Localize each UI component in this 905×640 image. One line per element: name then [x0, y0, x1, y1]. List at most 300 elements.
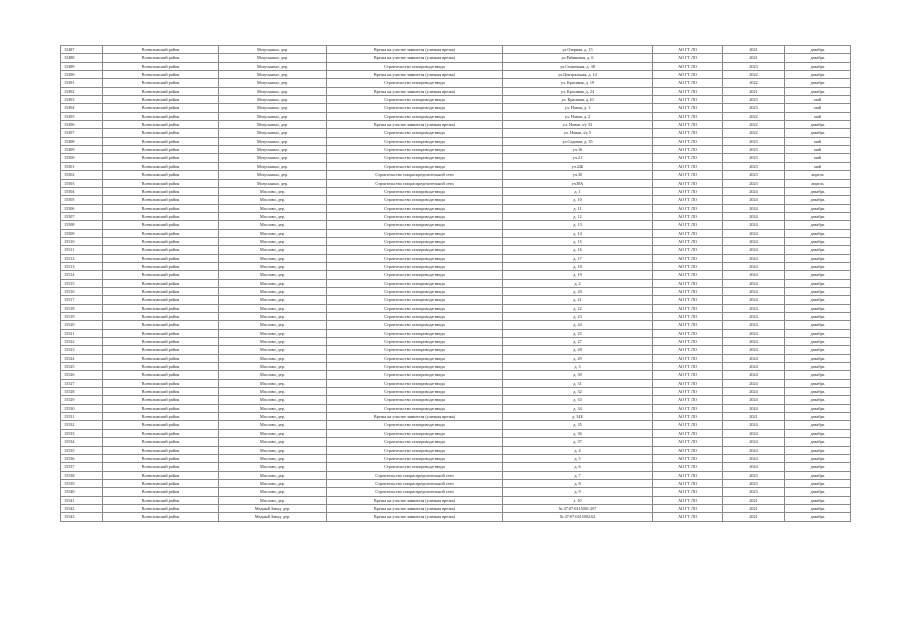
table-row — [61, 71, 851, 79]
cell-settlement: Маслово, дер. — [219, 321, 327, 329]
table-row — [61, 179, 851, 187]
cell-address: уч.21 — [503, 154, 653, 162]
cell-address: д. 31 — [503, 379, 653, 387]
cell-district: Всеволожский район — [103, 121, 219, 129]
cell-work-type: Строительство газопровода-ввода — [327, 279, 503, 287]
cell-address: д. 16 — [503, 246, 653, 254]
cell-month: апрель — [785, 179, 851, 187]
cell-address: ул.Садовая, д. 35 — [503, 137, 653, 145]
cell-organization: АО ГТ ЛО — [653, 438, 723, 446]
cell-month: декабрь — [785, 438, 851, 446]
cell-address: д. 28 — [503, 346, 653, 354]
cell-row-id: 15519 — [61, 313, 103, 321]
cell-district: Всеволожский район — [103, 429, 219, 437]
cell-month: декабрь — [785, 321, 851, 329]
cell-organization: АО ГТ ЛО — [653, 463, 723, 471]
cell-organization: АО ГТ ЛО — [653, 237, 723, 245]
cell-month: декабрь — [785, 421, 851, 429]
cell-settlement: Маслово, дер. — [219, 279, 327, 287]
cell-district: Всеволожский район — [103, 496, 219, 504]
cell-month: декабрь — [785, 229, 851, 237]
cell-year: 2024 — [723, 329, 785, 337]
cell-address: д. 34 — [503, 404, 653, 412]
cell-year: 2022 — [723, 129, 785, 137]
table-row — [61, 321, 851, 329]
cell-address: ул. Красивая, д.10 — [503, 96, 653, 104]
cell-address: д. 20 — [503, 287, 653, 295]
cell-year: 2021 — [723, 54, 785, 62]
cell-address: уч.16 — [503, 146, 653, 154]
table-row — [61, 246, 851, 254]
cell-work-type: Строительство газопровода-ввода — [327, 304, 503, 312]
cell-settlement: Маслово, дер. — [219, 463, 327, 471]
cell-row-id: 15525 — [61, 363, 103, 371]
cell-row-id: 15530 — [61, 404, 103, 412]
cell-work-type: Врезка на участке заявителя (уличная врезка) — [327, 504, 503, 512]
cell-year: 2024 — [723, 304, 785, 312]
cell-settlement: Маслово, дер. — [219, 212, 327, 220]
table-row — [61, 79, 851, 87]
cell-year: 2023 — [723, 488, 785, 496]
table-row — [61, 429, 851, 437]
cell-settlement: Мозуськино, дер. — [219, 129, 327, 137]
cell-district: Всеволожский район — [103, 87, 219, 95]
table-row — [61, 262, 851, 270]
table-row — [61, 496, 851, 504]
cell-organization: АО ГТ ЛО — [653, 513, 723, 521]
cell-settlement: Маслово, дер. — [219, 479, 327, 487]
cell-settlement: Маслово, дер. — [219, 429, 327, 437]
cell-address: д. 9 — [503, 488, 653, 496]
cell-settlement: Маслово, дер. — [219, 262, 327, 270]
cell-row-id: 15499 — [61, 146, 103, 154]
cell-month: декабрь — [785, 396, 851, 404]
table-row — [61, 421, 851, 429]
cell-address: д. 17 — [503, 254, 653, 262]
table-row — [61, 46, 851, 54]
cell-organization: АО ГТ ЛО — [653, 121, 723, 129]
cell-year: 2023 — [723, 154, 785, 162]
cell-year: 2024 — [723, 313, 785, 321]
cell-work-type: Строительство газопровода-ввода — [327, 296, 503, 304]
cell-year: 2024 — [723, 262, 785, 270]
table-row — [61, 513, 851, 521]
cell-organization: АО ГТ ЛО — [653, 154, 723, 162]
cell-organization: АО ГТ ЛО — [653, 429, 723, 437]
cell-row-id: 15534 — [61, 438, 103, 446]
cell-address: д. 18 — [503, 262, 653, 270]
cell-district: Всеволожский район — [103, 71, 219, 79]
cell-address: д. 6 — [503, 463, 653, 471]
cell-row-id: 15507 — [61, 212, 103, 220]
cell-work-type: Строительство газопровода-ввода — [327, 446, 503, 454]
cell-work-type: Врезка на участке заявителя (уличная врезка) — [327, 121, 503, 129]
cell-work-type: Врезка на участке заявителя (уличная врезка) — [327, 413, 503, 421]
cell-address: д. 24 — [503, 321, 653, 329]
table-row — [61, 363, 851, 371]
cell-month: декабрь — [785, 71, 851, 79]
cell-address: д. 37 — [503, 438, 653, 446]
cell-year: 2024 — [723, 212, 785, 220]
cell-work-type: Врезка на участке заявителя (уличная врезка) — [327, 496, 503, 504]
cell-row-id: 15532 — [61, 421, 103, 429]
table-row — [61, 463, 851, 471]
cell-year: 2024 — [723, 204, 785, 212]
cell-year: 2022 — [723, 71, 785, 79]
cell-address: ул.Центральная, д. 14 — [503, 71, 653, 79]
table-row — [61, 471, 851, 479]
cell-year: 2023 — [723, 96, 785, 104]
cell-work-type: Строительство газопровода-ввода — [327, 321, 503, 329]
cell-district: Всеволожский район — [103, 137, 219, 145]
cell-district: Всеволожский район — [103, 379, 219, 387]
cell-row-id: 15524 — [61, 354, 103, 362]
cell-settlement: Мозуськино, дер. — [219, 171, 327, 179]
cell-district: Всеволожский район — [103, 237, 219, 245]
table-row — [61, 229, 851, 237]
cell-year: 2024 — [723, 429, 785, 437]
cell-district: Всеволожский район — [103, 354, 219, 362]
cell-work-type: Строительство газопровода-ввода — [327, 429, 503, 437]
cell-year: 2024 — [723, 421, 785, 429]
table-row — [61, 504, 851, 512]
cell-month: декабрь — [785, 479, 851, 487]
cell-organization: АО ГТ ЛО — [653, 221, 723, 229]
cell-settlement: Мозуськино, дер. — [219, 179, 327, 187]
cell-address: д. 19 — [503, 271, 653, 279]
cell-organization: АО ГТ ЛО — [653, 229, 723, 237]
table-row — [61, 479, 851, 487]
cell-year: 2022 — [723, 79, 785, 87]
cell-settlement: Маслово, дер. — [219, 304, 327, 312]
cell-year: 2023 — [723, 62, 785, 70]
cell-address: уч.30 — [503, 171, 653, 179]
cell-work-type: Строительство газопровода-ввода — [327, 162, 503, 170]
cell-settlement: Маслово, дер. — [219, 354, 327, 362]
cell-organization: АО ГТ ЛО — [653, 171, 723, 179]
table-row — [61, 438, 851, 446]
cell-work-type: Врезка на участке заявителя (уличная врезка) — [327, 87, 503, 95]
cell-month: декабрь — [785, 429, 851, 437]
cell-month: декабрь — [785, 129, 851, 137]
cell-district: Всеволожский район — [103, 162, 219, 170]
cell-row-id: 15527 — [61, 379, 103, 387]
cell-settlement: Маслово, дер. — [219, 187, 327, 195]
table-row — [61, 388, 851, 396]
cell-settlement: Медный Завод, дер. — [219, 504, 327, 512]
table-row — [61, 313, 851, 321]
cell-row-id: 15495 — [61, 112, 103, 120]
table-row — [61, 488, 851, 496]
cell-settlement: Мозуськино, дер. — [219, 96, 327, 104]
cell-month: декабрь — [785, 279, 851, 287]
cell-month: декабрь — [785, 46, 851, 54]
cell-row-id: 15520 — [61, 321, 103, 329]
cell-work-type: Строительство газопровода-ввода — [327, 371, 503, 379]
cell-month: декабрь — [785, 62, 851, 70]
cell-organization: АО ГТ ЛО — [653, 137, 723, 145]
cell-work-type: Строительство газопровода-ввода — [327, 463, 503, 471]
cell-settlement: Маслово, дер. — [219, 404, 327, 412]
cell-settlement: Маслово, дер. — [219, 338, 327, 346]
table-row — [61, 146, 851, 154]
cell-month: декабрь — [785, 196, 851, 204]
cell-year: 2021 — [723, 513, 785, 521]
cell-address: ул. Новая, д. 1 — [503, 104, 653, 112]
cell-row-id: 15508 — [61, 221, 103, 229]
cell-organization: АО ГТ ЛО — [653, 338, 723, 346]
cell-settlement: Маслово, дер. — [219, 221, 327, 229]
cell-work-type: Строительство газопровода-ввода — [327, 329, 503, 337]
cell-organization: АО ГТ ЛО — [653, 212, 723, 220]
cell-work-type: Строительство газопровода-ввода — [327, 96, 503, 104]
cell-month: декабрь — [785, 313, 851, 321]
cell-row-id: 15513 — [61, 262, 103, 270]
cell-district: Всеволожский район — [103, 154, 219, 162]
cell-address: ул. Новая, д. 2 — [503, 112, 653, 120]
cell-settlement: Мозуськино, дер. — [219, 71, 327, 79]
table-row — [61, 87, 851, 95]
cell-address: д. 35 — [503, 421, 653, 429]
cell-settlement: Маслово, дер. — [219, 496, 327, 504]
cell-district: Всеволожский район — [103, 363, 219, 371]
cell-organization: АО ГТ ЛО — [653, 329, 723, 337]
cell-year: 2024 — [723, 363, 785, 371]
cell-work-type: Строительство газопровода-ввода — [327, 438, 503, 446]
cell-organization: АО ГТ ЛО — [653, 271, 723, 279]
cell-address: д. 10 — [503, 196, 653, 204]
cell-organization: АО ГТ ЛО — [653, 479, 723, 487]
cell-year: 2024 — [723, 196, 785, 204]
cell-month: декабрь — [785, 287, 851, 295]
cell-work-type: Строительство газопровода-ввода — [327, 404, 503, 412]
cell-organization: АО ГТ ЛО — [653, 71, 723, 79]
cell-address: д. 29 — [503, 354, 653, 362]
cell-address: ул. Новая, з/у 5 — [503, 129, 653, 137]
cell-row-id: 15501 — [61, 162, 103, 170]
cell-district: Всеволожский район — [103, 187, 219, 195]
cell-work-type: Строительство газопровода-ввода — [327, 221, 503, 229]
cell-district: Всеволожский район — [103, 262, 219, 270]
cell-month: декабрь — [785, 296, 851, 304]
cell-row-id: 15535 — [61, 446, 103, 454]
cell-row-id: 15531 — [61, 413, 103, 421]
cell-row-id: 15522 — [61, 338, 103, 346]
table-row — [61, 346, 851, 354]
cell-organization: АО ГТ ЛО — [653, 363, 723, 371]
cell-organization: АО ГТ ЛО — [653, 396, 723, 404]
cell-organization: АО ГТ ЛО — [653, 279, 723, 287]
cell-work-type: Строительство газопровода-ввода — [327, 146, 503, 154]
cell-organization: АО ГТ ЛО — [653, 87, 723, 95]
cell-year: 2021 — [723, 46, 785, 54]
cell-address: д. 30 — [503, 371, 653, 379]
cell-district: Всеволожский район — [103, 304, 219, 312]
table-row — [61, 62, 851, 70]
cell-district: Всеволожский район — [103, 321, 219, 329]
cell-organization: АО ГТ ЛО — [653, 504, 723, 512]
cell-organization: АО ГТ ЛО — [653, 313, 723, 321]
cell-district: Всеволожский район — [103, 313, 219, 321]
cell-month: декабрь — [785, 204, 851, 212]
cell-year: 2024 — [723, 221, 785, 229]
cell-month: декабрь — [785, 454, 851, 462]
cell-month: декабрь — [785, 371, 851, 379]
cell-district: Всеволожский район — [103, 463, 219, 471]
cell-settlement: Мозуськино, дер. — [219, 162, 327, 170]
cell-settlement: Маслово, дер. — [219, 296, 327, 304]
cell-organization: АО ГТ ЛО — [653, 304, 723, 312]
cell-month: май — [785, 154, 851, 162]
cell-year: 2024 — [723, 246, 785, 254]
cell-row-id: 15509 — [61, 229, 103, 237]
cell-address: з. 10 — [503, 496, 653, 504]
cell-work-type: Строительство газораспределительной сети — [327, 479, 503, 487]
cell-year: 2024 — [723, 396, 785, 404]
cell-row-id: 15537 — [61, 463, 103, 471]
cell-month: декабрь — [785, 488, 851, 496]
cell-settlement: Мозуськино, дер. — [219, 146, 327, 154]
table-row — [61, 271, 851, 279]
cell-month: декабрь — [785, 271, 851, 279]
cell-month: декабрь — [785, 329, 851, 337]
cell-month: декабрь — [785, 496, 851, 504]
cell-work-type: Строительство газораспределительной сети — [327, 179, 503, 187]
cell-work-type: Врезка на участке заявителя (уличная врезка) — [327, 513, 503, 521]
table-row — [61, 371, 851, 379]
cell-year: 2024 — [723, 379, 785, 387]
cell-organization: АО ГТ ЛО — [653, 354, 723, 362]
cell-district: Всеволожский район — [103, 488, 219, 496]
cell-row-id: 15510 — [61, 237, 103, 245]
cell-row-id: 15487 — [61, 46, 103, 54]
cell-work-type: Строительство газопровода-ввода — [327, 104, 503, 112]
cell-month: декабрь — [785, 471, 851, 479]
cell-month: декабрь — [785, 513, 851, 521]
table-row — [61, 171, 851, 179]
cell-district: Всеволожский район — [103, 371, 219, 379]
cell-organization: АО ГТ ЛО — [653, 379, 723, 387]
cell-settlement: Мозуськино, дер. — [219, 104, 327, 112]
cell-work-type: Строительство газопровода-ввода — [327, 237, 503, 245]
table-row — [61, 338, 851, 346]
cell-settlement: Маслово, дер. — [219, 254, 327, 262]
cell-year: 2024 — [723, 237, 785, 245]
cell-address: д. 14 — [503, 229, 653, 237]
cell-work-type: Врезка на участке заявителя (уличная врезка) — [327, 46, 503, 54]
cell-work-type: Строительство газопровода-ввода — [327, 271, 503, 279]
cell-district: Всеволожский район — [103, 396, 219, 404]
cell-settlement: Мозуськино, дер. — [219, 46, 327, 54]
table-row — [61, 396, 851, 404]
cell-row-id: 15539 — [61, 479, 103, 487]
cell-district: Всеволожский район — [103, 504, 219, 512]
cell-address: ул. Красивая, д. 19 — [503, 79, 653, 87]
table-row — [61, 137, 851, 145]
cell-work-type: Строительство газопровода-ввода — [327, 346, 503, 354]
cell-work-type: Строительство газопровода-ввода — [327, 62, 503, 70]
cell-year: 2023 — [723, 179, 785, 187]
cell-month: май — [785, 112, 851, 120]
cell-work-type: Строительство газопровода-ввода — [327, 262, 503, 270]
cell-year: 2023 — [723, 479, 785, 487]
cell-year: 2024 — [723, 187, 785, 195]
cell-organization: АО ГТ ЛО — [653, 287, 723, 295]
cell-year: 2023 — [723, 146, 785, 154]
cell-year: 2024 — [723, 271, 785, 279]
cell-settlement: Маслово, дер. — [219, 271, 327, 279]
cell-year: 2024 — [723, 296, 785, 304]
cell-settlement: Маслово, дер. — [219, 204, 327, 212]
cell-year: 2024 — [723, 346, 785, 354]
cell-district: Всеволожский район — [103, 446, 219, 454]
table-row — [61, 154, 851, 162]
document-page — [60, 45, 850, 522]
cell-row-id: 15511 — [61, 246, 103, 254]
cell-settlement: Мозуськино, дер. — [219, 121, 327, 129]
cell-month: декабрь — [785, 446, 851, 454]
cell-row-id: 15529 — [61, 396, 103, 404]
cell-year: 2022 — [723, 112, 785, 120]
cell-organization: АО ГТ ЛО — [653, 62, 723, 70]
cell-row-id: 15536 — [61, 454, 103, 462]
cell-row-id: 15496 — [61, 121, 103, 129]
cell-work-type: Строительство газопровода-ввода — [327, 187, 503, 195]
cell-organization: АО ГТ ЛО — [653, 421, 723, 429]
cell-year: 2022 — [723, 121, 785, 129]
cell-work-type: Строительство газопровода-ввода — [327, 204, 503, 212]
table-row — [61, 296, 851, 304]
cell-district: Всеволожский район — [103, 287, 219, 295]
cell-organization: АО ГТ ЛО — [653, 54, 723, 62]
cell-month: декабрь — [785, 346, 851, 354]
cell-address: д. 34Б — [503, 413, 653, 421]
cell-organization: АО ГТ ЛО — [653, 246, 723, 254]
cell-address: д. 25 — [503, 329, 653, 337]
cell-district: Всеволожский район — [103, 338, 219, 346]
cell-address: д. 3 — [503, 363, 653, 371]
cell-row-id: 15491 — [61, 79, 103, 87]
cell-row-id: 15503 — [61, 179, 103, 187]
cell-year: 2024 — [723, 354, 785, 362]
cell-settlement: Маслово, дер. — [219, 438, 327, 446]
cell-district: Всеволожский район — [103, 46, 219, 54]
cell-district: Всеволожский район — [103, 279, 219, 287]
cell-organization: АО ГТ ЛО — [653, 296, 723, 304]
table-row — [61, 212, 851, 220]
cell-district: Всеволожский район — [103, 221, 219, 229]
cell-address: д. 4 — [503, 446, 653, 454]
cell-year: 2023 — [723, 171, 785, 179]
cell-year: 2024 — [723, 287, 785, 295]
cell-address: д. 5 — [503, 454, 653, 462]
cell-district: Всеволожский район — [103, 212, 219, 220]
cell-address: д. 22 — [503, 304, 653, 312]
cell-organization: АО ГТ ЛО — [653, 79, 723, 87]
cell-row-id: 15488 — [61, 54, 103, 62]
table-row — [61, 96, 851, 104]
cell-year: 2024 — [723, 338, 785, 346]
cell-work-type: Строительство газопровода-ввода — [327, 379, 503, 387]
cell-month: декабрь — [785, 388, 851, 396]
cell-row-id: 15516 — [61, 287, 103, 295]
cell-month: май — [785, 104, 851, 112]
cell-organization: АО ГТ ЛО — [653, 471, 723, 479]
cell-row-id: 15494 — [61, 104, 103, 112]
cell-row-id: 15541 — [61, 496, 103, 504]
cell-organization: АО ГТ ЛО — [653, 129, 723, 137]
cell-organization: АО ГТ ЛО — [653, 104, 723, 112]
